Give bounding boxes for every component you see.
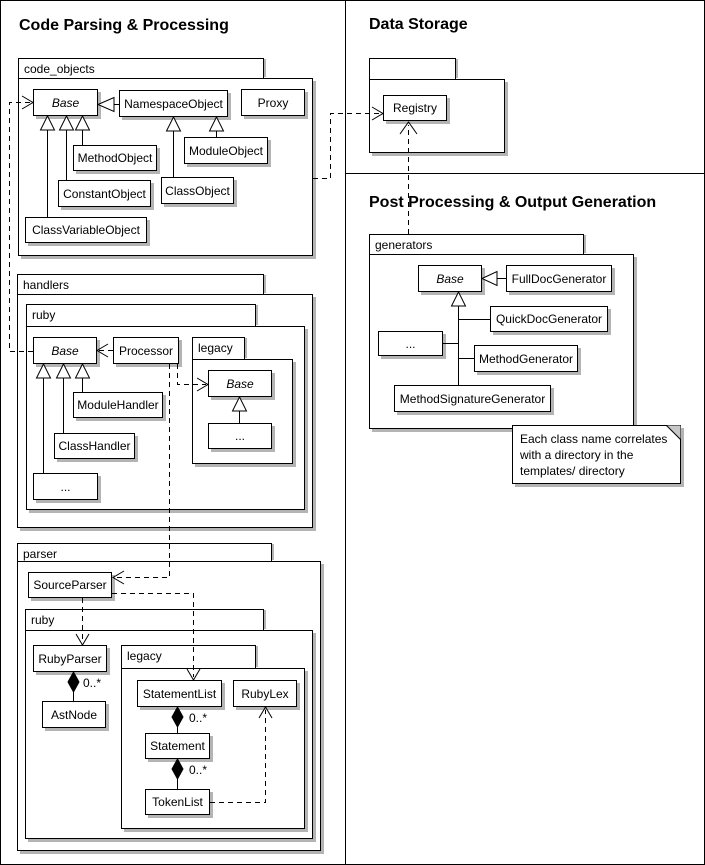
class-box-astnode: AstNode bbox=[42, 701, 106, 728]
horizontal-section-divider bbox=[345, 173, 705, 174]
package-label: legacy bbox=[127, 649, 162, 663]
note-fold-icon bbox=[666, 425, 681, 440]
package-tab-parser-ruby bbox=[25, 609, 264, 630]
class-box-handlers-legacy-ellipsis: ... bbox=[208, 423, 272, 449]
class-box-tokenlist: TokenList bbox=[145, 789, 210, 815]
multiplicity-label: 0..* bbox=[83, 676, 102, 690]
class-box-proxy: Proxy bbox=[241, 89, 305, 116]
class-box-classhandler: ClassHandler bbox=[54, 433, 135, 459]
class-box-handlers-base: Base bbox=[33, 337, 97, 364]
class-box-modulehandler: ModuleHandler bbox=[73, 392, 163, 418]
class-box-registry: Registry bbox=[383, 95, 447, 121]
class-box-fulldocgenerator: FullDocGenerator bbox=[506, 265, 612, 292]
package-tab-handlers-ruby bbox=[26, 304, 256, 326]
class-box-classobject: ClassObject bbox=[161, 177, 234, 204]
class-box-moduleobject: ModuleObject bbox=[184, 137, 268, 164]
package-label: generators bbox=[375, 238, 433, 252]
package-tab-handlers-legacy bbox=[192, 337, 245, 359]
class-box-methodgenerator: MethodGenerator bbox=[474, 345, 578, 372]
section-title-post-processing: Post Processing & Output Generation bbox=[369, 194, 657, 211]
class-box-methodobject: MethodObject bbox=[73, 145, 157, 171]
note-text: Each class name correlates with a directory in the templates/ directory bbox=[520, 432, 668, 478]
class-box-sourceparser: SourceParser bbox=[28, 572, 112, 598]
note-templates-directory bbox=[512, 425, 681, 484]
package-label: handlers bbox=[23, 278, 70, 292]
package-label: code_objects bbox=[24, 62, 95, 76]
class-box-statementlist: StatementList bbox=[137, 680, 222, 707]
package-tab-storage bbox=[369, 58, 456, 79]
class-box-classvariableobject: ClassVariableObject bbox=[25, 217, 147, 243]
class-box-handlers-ellipsis: ... bbox=[33, 473, 98, 500]
package-label: legacy bbox=[198, 341, 233, 355]
class-box-processor: Processor bbox=[113, 337, 179, 364]
package-tab-handlers bbox=[17, 274, 264, 294]
class-box-methodsignaturegenerator: MethodSignatureGenerator bbox=[394, 385, 551, 412]
class-box-generators-base: Base bbox=[418, 265, 482, 292]
multiplicity-label: 0..* bbox=[189, 711, 208, 725]
package-label: ruby bbox=[31, 613, 55, 627]
class-box-handlers-legacy-base: Base bbox=[208, 370, 272, 397]
class-box-codeobjects-base: Base bbox=[33, 89, 98, 116]
section-title-data-storage: Data Storage bbox=[369, 16, 468, 33]
package-label: parser bbox=[23, 547, 58, 561]
class-box-rubyparser: RubyParser bbox=[33, 645, 107, 672]
class-box-quickdocgenerator: QuickDocGenerator bbox=[490, 306, 608, 332]
class-box-rubylex: RubyLex bbox=[233, 680, 297, 707]
package-tab-parser bbox=[17, 543, 272, 561]
package-tab-generators bbox=[369, 234, 584, 254]
class-box-namespaceobject: NamespaceObject bbox=[119, 90, 228, 117]
package-label: ruby bbox=[32, 308, 56, 322]
class-box-constantobject: ConstantObject bbox=[58, 180, 151, 207]
package-tab-code-objects bbox=[18, 58, 264, 78]
package-tab-parser-legacy bbox=[121, 645, 256, 668]
vertical-section-divider bbox=[345, 1, 346, 865]
class-box-statement: Statement bbox=[145, 733, 210, 759]
multiplicity-label: 0..* bbox=[189, 763, 208, 777]
class-box-generators-ellipsis: ... bbox=[378, 331, 443, 356]
section-title-code-parsing: Code Parsing & Processing bbox=[19, 17, 229, 34]
